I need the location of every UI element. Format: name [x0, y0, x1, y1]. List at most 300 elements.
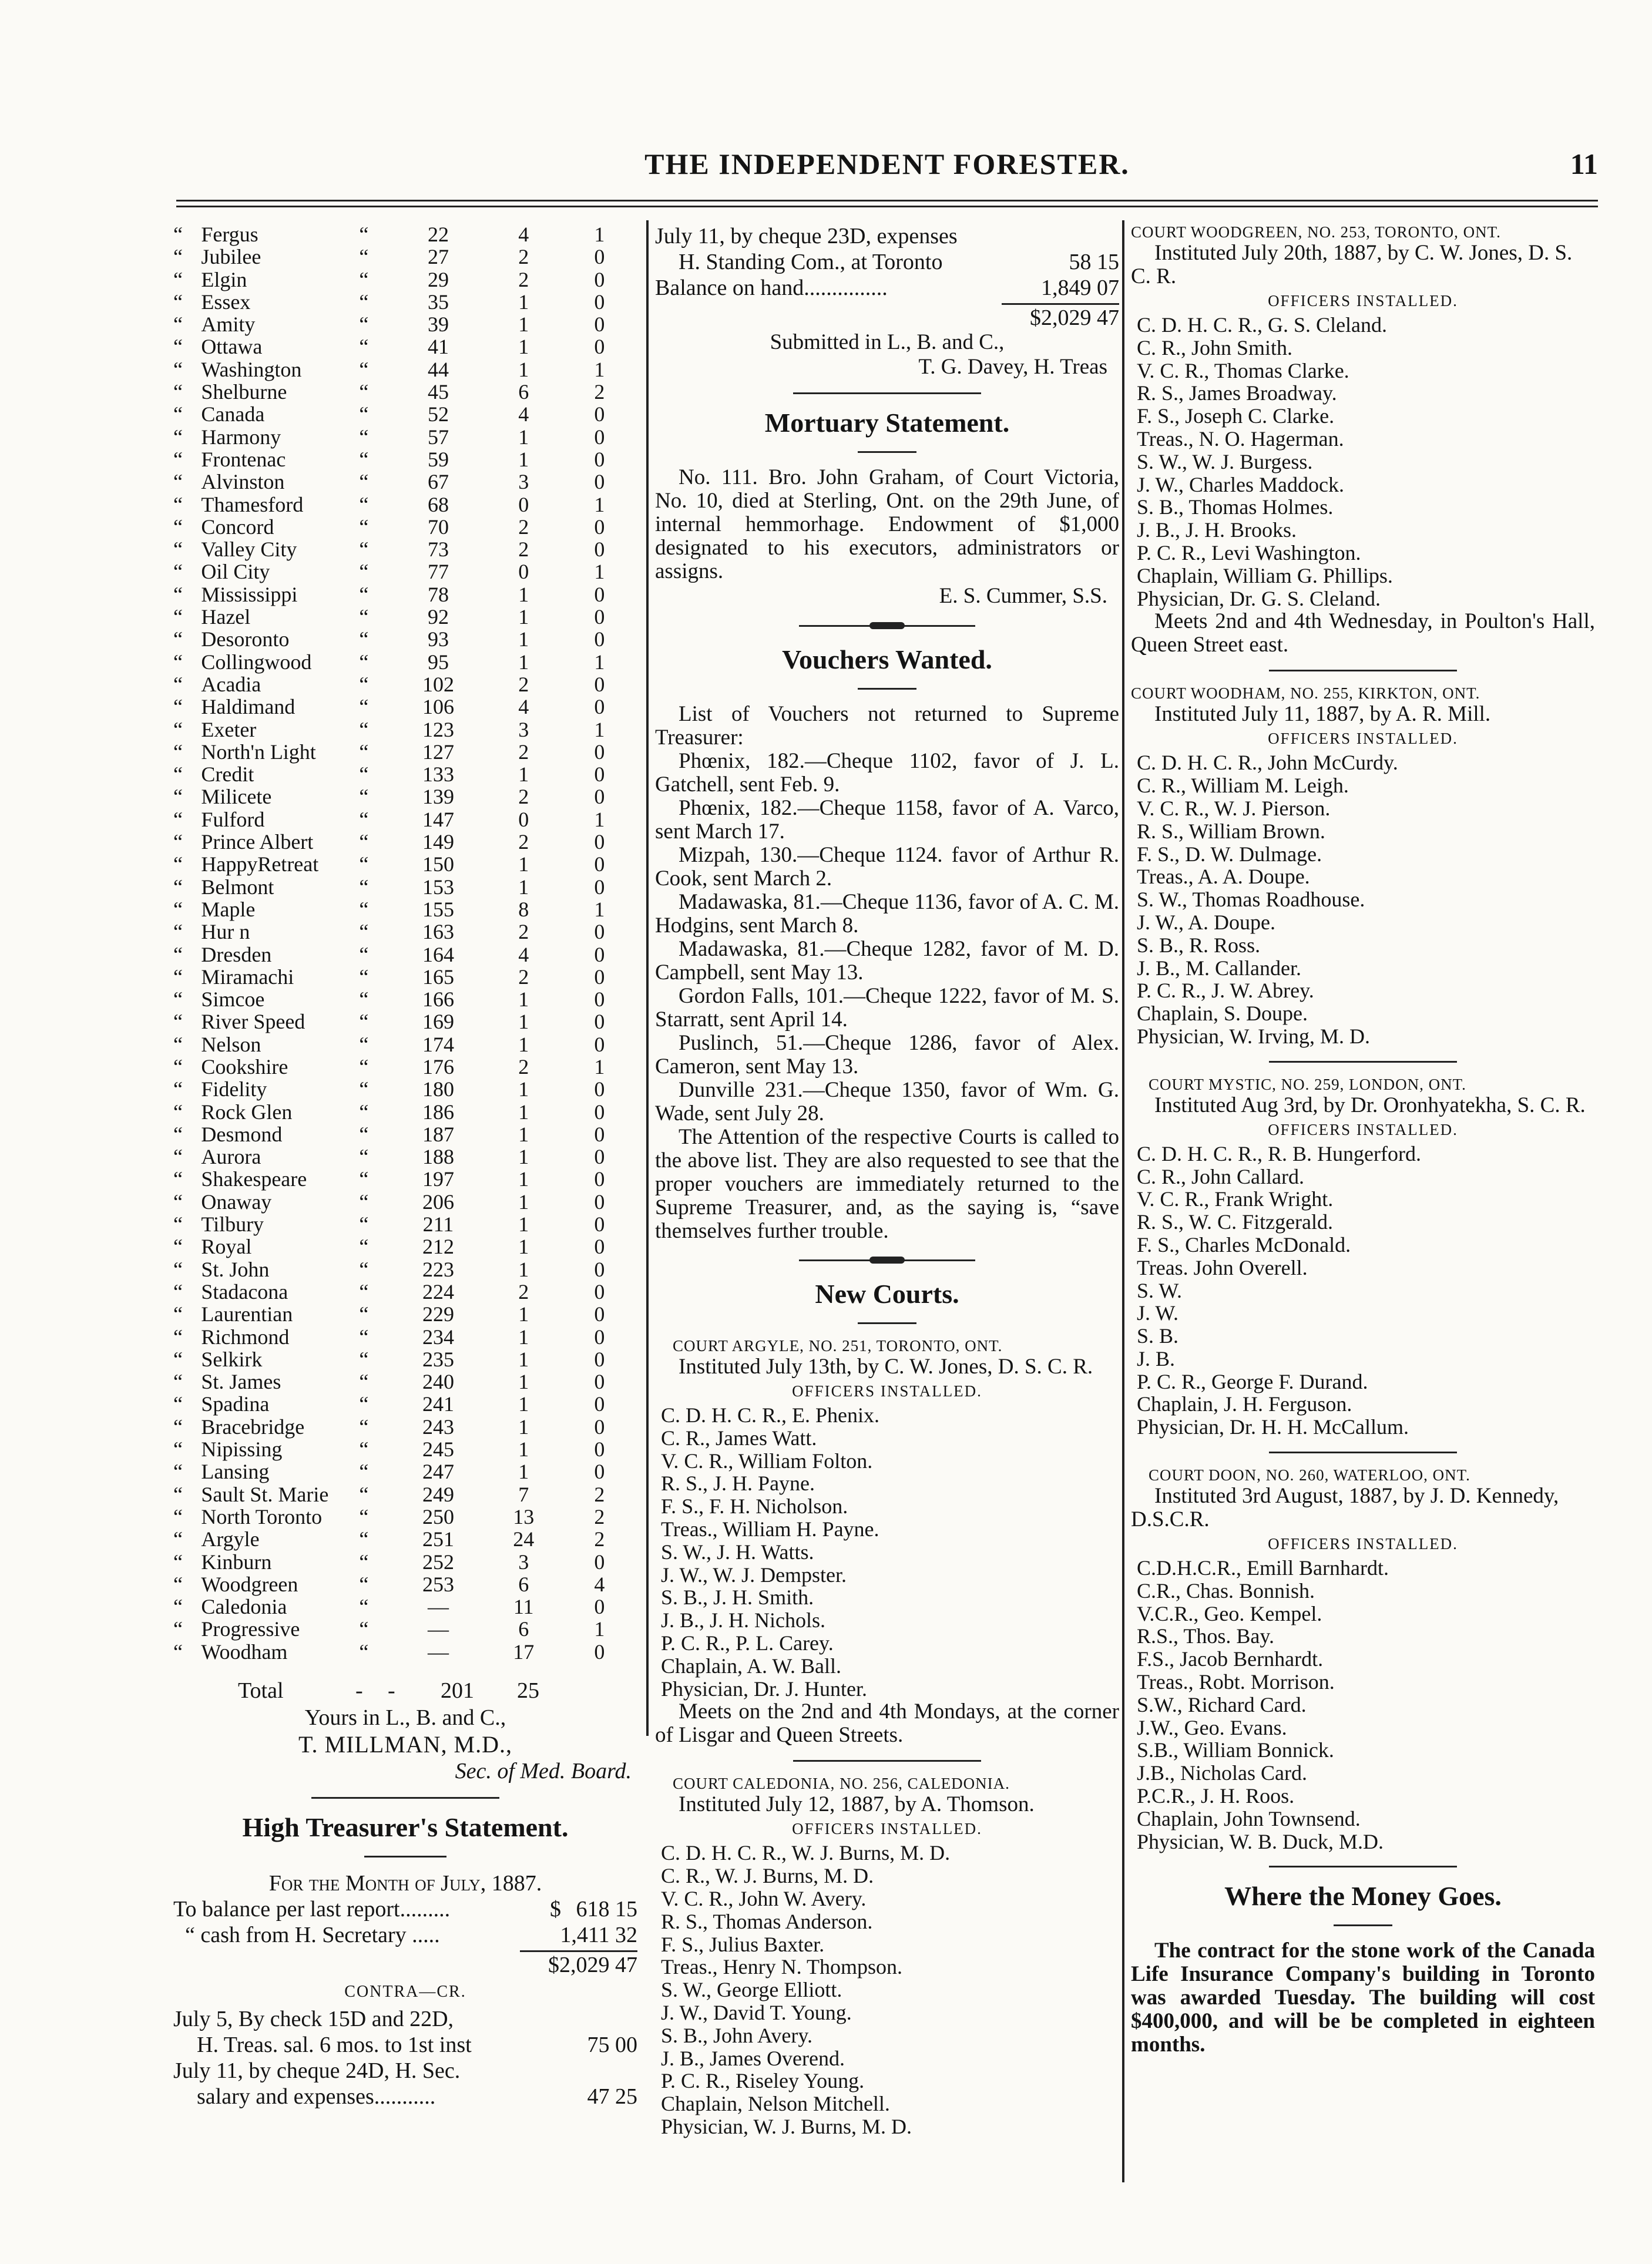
- argyle-meets: Meets on the 2nd and 4th Mondays, at the corner of Lisgar and Queen Streets.: [655, 1699, 1119, 1748]
- officer-item: P. C. R., George F. Durand.: [1137, 1369, 1368, 1393]
- court-name: Royal: [201, 1235, 252, 1259]
- table-row: [173, 673, 637, 696]
- count-b: 0: [594, 1145, 605, 1169]
- officer-item: S. W., George Elliott.: [661, 1978, 842, 2002]
- count-b: 0: [594, 1077, 605, 1101]
- count-a: 1: [518, 1100, 529, 1124]
- officer-item: F. S., Joseph C. Clarke.: [1137, 404, 1335, 428]
- count-b: 0: [594, 1347, 605, 1371]
- contra-line: [173, 2006, 637, 2032]
- count-a: 1: [518, 875, 529, 899]
- contra-amount: 47 25: [587, 2084, 637, 2109]
- court-name: North Toronto: [201, 1504, 323, 1529]
- ditto-mark: “: [359, 1010, 369, 1034]
- court-number: 149: [422, 830, 454, 854]
- ditto-mark: “: [173, 740, 183, 764]
- officer-item: R. S., J. H. Payne.: [661, 1472, 815, 1496]
- section-rule-small: [858, 1322, 916, 1324]
- count-b: 2: [594, 1504, 605, 1529]
- court-name: Stadacona: [201, 1279, 288, 1304]
- total-dash-1: -: [355, 1678, 363, 1703]
- count-b: 0: [594, 1392, 605, 1416]
- ditto-mark: “: [359, 740, 369, 764]
- section-rule-small: [858, 451, 916, 453]
- count-a: 1: [518, 1145, 529, 1169]
- section-rule: [793, 1760, 981, 1762]
- ledger-amount: 1,411 32: [560, 1923, 637, 1947]
- officer-item: C. R., James Watt.: [661, 1426, 817, 1450]
- ditto-mark: “: [173, 942, 183, 966]
- ditto-mark: “: [173, 1100, 183, 1124]
- total-label: Total: [238, 1678, 284, 1703]
- ditto-mark: “: [359, 695, 369, 719]
- court-name: Frontenac: [201, 447, 286, 471]
- ditto-mark: “: [173, 627, 183, 651]
- court-number: 92: [427, 605, 449, 629]
- ditto-mark: “: [359, 1617, 369, 1641]
- ditto-mark: “: [359, 987, 369, 1012]
- column-1: [173, 223, 637, 2110]
- table-row: [173, 1416, 637, 1438]
- officer-item: Physician, Dr. H. H. McCallum.: [1137, 1415, 1409, 1439]
- contra-text: July 5, By check 15D and 22D,: [173, 2007, 454, 2031]
- count-a: 1: [518, 1010, 529, 1034]
- count-a: 3: [518, 1550, 529, 1574]
- count-a: 8: [518, 897, 529, 921]
- officers-label: OFFICERS INSTALLED.: [792, 1382, 982, 1400]
- count-a: 1: [518, 447, 529, 471]
- officer-item: S. B., J. H. Smith.: [661, 1586, 814, 1610]
- officer-item: J. B., M. Callander.: [1137, 956, 1301, 980]
- count-a: 1: [518, 1302, 529, 1326]
- ditto-mark: “: [359, 1257, 369, 1281]
- court-name: Collingwood: [201, 650, 312, 674]
- count-b: 0: [594, 1550, 605, 1574]
- woodgreen-officers: [1131, 314, 1595, 610]
- balance-total-amount: $2,029 47: [1030, 305, 1119, 330]
- court-name: Amity: [201, 313, 256, 337]
- vouchers-note: The Attention of the respective Courts is called to the above list. They are also requested to see that the proper vouchers are immediately returned to the Supreme Treasurer, and, as the saying is, “save themselves further trouble.: [655, 1125, 1119, 1243]
- table-row: [173, 583, 637, 606]
- table-row: [173, 335, 637, 358]
- court-number: 251: [422, 1527, 454, 1551]
- count-b: 1: [594, 560, 605, 584]
- count-b: 0: [594, 627, 605, 651]
- total-value-1: 201: [441, 1678, 474, 1703]
- officer-item: F. S., Julius Baxter.: [661, 1932, 825, 1956]
- ditto-mark: “: [173, 1460, 183, 1484]
- court-number: 155: [422, 897, 454, 921]
- court-number: 166: [422, 987, 454, 1012]
- court-number: 253: [422, 1572, 454, 1596]
- count-a: 1: [518, 650, 529, 674]
- ditto-mark: “: [173, 1190, 183, 1214]
- ditto-mark: “: [173, 1122, 183, 1146]
- ditto-mark: “: [359, 1122, 369, 1146]
- section-rule: [1269, 1866, 1457, 1867]
- count-a: 7: [518, 1482, 529, 1506]
- ditto-mark: “: [173, 717, 183, 741]
- table-row: [173, 1213, 637, 1235]
- ditto-mark: “: [359, 1100, 369, 1124]
- ditto-mark: “: [359, 1347, 369, 1371]
- table-row: [173, 1235, 637, 1258]
- ditto-mark: “: [173, 987, 183, 1012]
- court-number: 223: [422, 1257, 454, 1281]
- officer-item: Chaplain, J. H. Ferguson.: [1137, 1392, 1352, 1416]
- court-name: Nipissing: [201, 1437, 283, 1462]
- court-name: Prince Albert: [201, 830, 314, 854]
- court-number: 240: [422, 1370, 454, 1394]
- count-b: 0: [594, 1100, 605, 1124]
- court-name: Progressive: [201, 1617, 300, 1641]
- court-name: HappyRetreat: [201, 852, 319, 876]
- officer-item: C. D. H. C. R., W. J. Burns, M. D.: [661, 1841, 951, 1865]
- count-b: 0: [594, 852, 605, 876]
- mystic-officers: [1131, 1143, 1595, 1439]
- count-b: 0: [594, 1032, 605, 1056]
- court-name: Desoronto: [201, 627, 290, 651]
- total-dash-2: -: [388, 1678, 395, 1703]
- officer-item: S.B., William Bonnick.: [1137, 1738, 1334, 1762]
- count-b: 0: [594, 1235, 605, 1259]
- ditto-mark: “: [173, 1415, 183, 1439]
- count-a: 1: [518, 1235, 529, 1259]
- section-rule: [793, 392, 981, 394]
- table-row: [173, 1551, 637, 1573]
- ditto-mark: “: [173, 470, 183, 494]
- total-value-2: 25: [517, 1678, 539, 1703]
- voucher-item: Phœnix, 182.—Cheque 1158, favor of A. Varco, sent March 17.: [655, 796, 1119, 844]
- ditto-mark: “: [173, 1640, 183, 1664]
- section-rule: [311, 1797, 499, 1799]
- ditto-mark: “: [359, 942, 369, 966]
- vouchers-intro: List of Vouchers not returned to Supreme Treasurer:: [655, 702, 1119, 750]
- count-a: 6: [518, 1572, 529, 1596]
- count-b: 0: [594, 1167, 605, 1191]
- ditto-mark: “: [359, 1460, 369, 1484]
- ditto-mark: “: [359, 1302, 369, 1326]
- mortuary-text: No. 111. Bro. John Graham, of Court Victoria, No. 10, died at Sterling, Ont. on the 29th June, of internal hemmorhage. Endowment of $1,000 designated to his executors, administrators or assigns.: [655, 465, 1119, 583]
- court-number: 235: [422, 1347, 454, 1371]
- court-number: 186: [422, 1100, 454, 1124]
- count-b: 1: [594, 717, 605, 741]
- count-a: 1: [518, 1460, 529, 1484]
- ditto-mark: “: [173, 447, 183, 471]
- count-a: 2: [518, 245, 529, 269]
- count-b: 0: [594, 582, 605, 606]
- table-row: [173, 1371, 637, 1393]
- count-b: 2: [594, 380, 605, 404]
- table-row: [173, 426, 637, 448]
- ledger-total-amount: $2,029 47: [548, 1953, 637, 1977]
- ditto-mark: “: [173, 1550, 183, 1574]
- court-number: 247: [422, 1460, 454, 1484]
- table-row: [173, 606, 637, 628]
- officer-item: Treas., A. A. Doupe.: [1137, 865, 1310, 889]
- count-b: 0: [594, 605, 605, 629]
- court-number: 245: [422, 1437, 454, 1462]
- court-number: 95: [427, 650, 449, 674]
- table-row: [173, 1393, 637, 1415]
- ditto-mark: “: [359, 1054, 369, 1079]
- closing-line: Yours in L., B. and C.,: [304, 1705, 506, 1730]
- count-b: 0: [594, 785, 605, 809]
- officer-item: J.W., Geo. Evans.: [1137, 1715, 1287, 1739]
- count-a: 1: [518, 1077, 529, 1101]
- court-name: Sault St. Marie: [201, 1482, 329, 1506]
- count-a: 1: [518, 1032, 529, 1056]
- officer-item: C. R., W. J. Burns, M. D.: [661, 1864, 874, 1888]
- court-number: 139: [422, 785, 454, 809]
- court-number: 250: [422, 1504, 454, 1529]
- ditto-mark: “: [173, 1392, 183, 1416]
- count-a: 0: [518, 807, 529, 831]
- court-number: 163: [422, 920, 454, 944]
- ditto-mark: “: [359, 380, 369, 404]
- count-b: 1: [594, 807, 605, 831]
- officer-item: J.B., Nicholas Card.: [1137, 1761, 1307, 1785]
- caledonia-officers: [655, 1842, 1119, 2138]
- balance-label: Balance on hand...............: [655, 276, 888, 300]
- court-doon-heading: COURT DOON, NO. 260, WATERLOO, ONT.: [1149, 1466, 1470, 1484]
- voucher-item: Dunville 231.—Cheque 1350, favor of Wm. G. Wade, sent July 28.: [655, 1078, 1119, 1126]
- ditto-mark: “: [173, 357, 183, 381]
- court-number: 44: [427, 357, 449, 381]
- court-name: Thamesford: [201, 492, 304, 516]
- court-name: Dresden: [201, 942, 272, 966]
- ditto-mark: “: [359, 920, 369, 944]
- court-number: 78: [427, 582, 449, 606]
- court-name: Washington: [201, 357, 302, 381]
- ditto-mark: “: [173, 1595, 183, 1619]
- table-row: [173, 516, 637, 538]
- officer-item: Chaplain, S. Doupe.: [1137, 1002, 1308, 1026]
- section-rule-small: [364, 1856, 446, 1857]
- count-a: 2: [518, 920, 529, 944]
- table-row: [173, 1258, 637, 1281]
- officer-item: Physician, Dr. J. Hunter.: [661, 1677, 867, 1701]
- ditto-mark: “: [359, 1504, 369, 1529]
- table-row: [173, 1641, 637, 1663]
- ditto-mark: “: [359, 852, 369, 876]
- ditto-mark: “: [359, 425, 369, 449]
- ditto-mark: “: [173, 223, 183, 246]
- court-name: Simcoe: [201, 987, 265, 1012]
- court-mystic-heading: COURT MYSTIC, NO. 259, LONDON, ONT.: [1149, 1075, 1466, 1093]
- count-a: 1: [518, 1257, 529, 1281]
- officers-label: OFFICERS INSTALLED.: [1268, 1535, 1458, 1553]
- ditto-mark: “: [173, 380, 183, 404]
- court-number: 106: [422, 695, 454, 719]
- court-name: Tilbury: [201, 1212, 264, 1237]
- officer-item: Chaplain, John Townsend.: [1137, 1806, 1361, 1830]
- table-row: [173, 291, 637, 313]
- court-name: Miramachi: [201, 965, 294, 989]
- court-name: Desmond: [201, 1122, 283, 1146]
- count-b: 0: [594, 1279, 605, 1304]
- court-number: 35: [427, 290, 449, 314]
- court-number: 147: [422, 807, 454, 831]
- officer-item: P. C. R., Levi Washington.: [1137, 540, 1361, 565]
- count-a: 2: [518, 1054, 529, 1079]
- officer-item: Treas., Henry N. Thompson.: [661, 1955, 902, 1979]
- ditto-mark: “: [173, 875, 183, 899]
- voucher-item: Phœnix, 182.—Cheque 1102, favor of J. L. Gatchell, sent Feb. 9.: [655, 749, 1119, 797]
- court-name: Shelburne: [201, 380, 287, 404]
- count-a: 2: [518, 740, 529, 764]
- officer-item: R.S., Thos. Bay.: [1137, 1624, 1275, 1648]
- count-a: 1: [518, 987, 529, 1012]
- ledger-currency: $: [550, 1897, 561, 1922]
- count-b: 0: [594, 1595, 605, 1619]
- ditto-mark: “: [173, 267, 183, 291]
- count-a: 2: [518, 830, 529, 854]
- table-row: [173, 223, 637, 246]
- court-name: Spadina: [201, 1392, 270, 1416]
- court-name: Richmond: [201, 1325, 290, 1349]
- ditto-mark: “: [359, 1370, 369, 1394]
- ditto-mark: “: [359, 762, 369, 787]
- court-number: 39: [427, 313, 449, 337]
- ditto-mark: “: [173, 1504, 183, 1529]
- ditto-mark: “: [173, 515, 183, 539]
- column-3: [1131, 223, 1595, 2057]
- table-row: [173, 1078, 637, 1100]
- officer-item: F. S., Charles McDonald.: [1137, 1232, 1351, 1257]
- count-a: 4: [518, 695, 529, 719]
- court-name: Valley City: [201, 538, 297, 562]
- count-a: 6: [518, 380, 529, 404]
- table-row: [173, 921, 637, 943]
- officer-item: S. B., John Avery.: [661, 2023, 813, 2047]
- count-b: 1: [594, 1054, 605, 1079]
- court-mystic-instituted: Instituted Aug 3rd, by Dr. Oronhyatekha, S. C. R.: [1154, 1093, 1586, 1117]
- doon-officers: [1131, 1557, 1595, 1853]
- count-a: 3: [518, 717, 529, 741]
- ditto-mark: “: [359, 717, 369, 741]
- count-b: 0: [594, 830, 605, 854]
- count-a: 0: [518, 560, 529, 584]
- court-name: Canada: [201, 402, 265, 426]
- contra-label: CONTRA—CR.: [344, 1983, 466, 2001]
- total-row: [173, 1678, 637, 1705]
- court-name: Exeter: [201, 717, 257, 741]
- table-row: [173, 1191, 637, 1213]
- ditto-mark: “: [173, 1279, 183, 1304]
- court-number: 123: [422, 717, 454, 741]
- court-name: Maple: [201, 897, 256, 921]
- ditto-mark: “: [173, 807, 183, 831]
- count-b: 0: [594, 447, 605, 471]
- table-row: [173, 718, 637, 741]
- court-woodgreen-heading: COURT WOODGREEN, NO. 253, TORONTO, ONT.: [1131, 223, 1501, 241]
- signature-title: Sec. of Med. Board.: [455, 1759, 632, 1783]
- money-text: The contract for the stone work of the Canada Life Insurance Company's building in Toronto was awarded Tuesday. The building will cost $400,000, and will be be completed in eighteen months.: [1131, 1939, 1595, 2057]
- contra-line: [173, 2084, 637, 2110]
- count-a: 11: [513, 1595, 534, 1619]
- court-caledonia-instituted: Instituted July 12, 1887, by A. Thomson.: [679, 1792, 1035, 1817]
- court-name: Credit: [201, 762, 254, 787]
- officer-item: Treas., William H. Payne.: [661, 1517, 879, 1541]
- carry-line: [655, 249, 1119, 275]
- ledger-label: To balance per last report.........: [173, 1897, 451, 1922]
- count-a: 6: [518, 1617, 529, 1641]
- ditto-mark: “: [359, 785, 369, 809]
- ditto-mark: “: [173, 1325, 183, 1349]
- court-name: Haldimand: [201, 695, 296, 719]
- ditto-mark: “: [359, 1482, 369, 1506]
- carry-amount: 58 15: [1069, 250, 1119, 274]
- ditto-mark: “: [359, 1190, 369, 1214]
- court-number: 77: [427, 560, 449, 584]
- ditto-mark: “: [173, 1054, 183, 1079]
- ditto-mark: “: [173, 402, 183, 426]
- ledger-label: “ cash from H. Secretary .....: [185, 1923, 440, 1947]
- table-row: [173, 1483, 637, 1506]
- ditto-mark: “: [359, 560, 369, 584]
- count-a: 0: [518, 492, 529, 516]
- count-b: 0: [594, 1415, 605, 1439]
- ditto-mark: “: [173, 1167, 183, 1191]
- ditto-mark: “: [359, 267, 369, 291]
- page-header: [176, 147, 1598, 188]
- court-number: 224: [422, 1279, 454, 1304]
- ditto-mark: “: [359, 1640, 369, 1664]
- count-b: 0: [594, 1640, 605, 1664]
- count-a: 2: [518, 1279, 529, 1304]
- count-a: 2: [518, 672, 529, 696]
- count-a: 1: [518, 852, 529, 876]
- count-a: 24: [513, 1527, 535, 1551]
- officers-label: OFFICERS INSTALLED.: [1268, 292, 1458, 310]
- officer-item: J. B., J. H. Brooks.: [1137, 518, 1297, 542]
- court-number: 229: [422, 1302, 454, 1326]
- table-row: [173, 1146, 637, 1168]
- court-woodham-heading: COURT WOODHAM, NO. 255, KIRKTON, ONT.: [1131, 684, 1480, 703]
- count-b: 0: [594, 672, 605, 696]
- court-number: 169: [422, 1010, 454, 1034]
- count-a: 2: [518, 785, 529, 809]
- count-b: 0: [594, 1302, 605, 1326]
- count-b: 0: [594, 470, 605, 494]
- for-month: For the Month of July, 1887.: [268, 1871, 542, 1896]
- officer-item: V. C. R., William Folton.: [661, 1449, 873, 1473]
- count-b: 0: [594, 1460, 605, 1484]
- officer-item: V. C. R., John W. Avery.: [661, 1886, 867, 1910]
- ditto-mark: “: [173, 1572, 183, 1596]
- ditto-mark: “: [173, 650, 183, 674]
- ditto-mark: “: [173, 1257, 183, 1281]
- ditto-mark: “: [359, 1527, 369, 1551]
- header-rule-2: [176, 206, 1598, 207]
- table-row: [173, 381, 637, 403]
- ditto-mark: “: [173, 762, 183, 787]
- count-a: 1: [518, 1190, 529, 1214]
- count-a: 3: [518, 470, 529, 494]
- court-name: Woodgreen: [201, 1572, 298, 1596]
- ditto-mark: “: [359, 627, 369, 651]
- count-a: 1: [518, 1122, 529, 1146]
- ditto-mark: “: [173, 920, 183, 944]
- ditto-mark: “: [359, 313, 369, 337]
- ditto-mark: “: [359, 1032, 369, 1056]
- count-b: 0: [594, 402, 605, 426]
- officer-item: P. C. R., Riseley Young.: [661, 2069, 865, 2093]
- officer-item: C. D. H. C. R., John McCurdy.: [1137, 751, 1398, 775]
- ditto-mark: “: [173, 425, 183, 449]
- court-number: 70: [427, 515, 449, 539]
